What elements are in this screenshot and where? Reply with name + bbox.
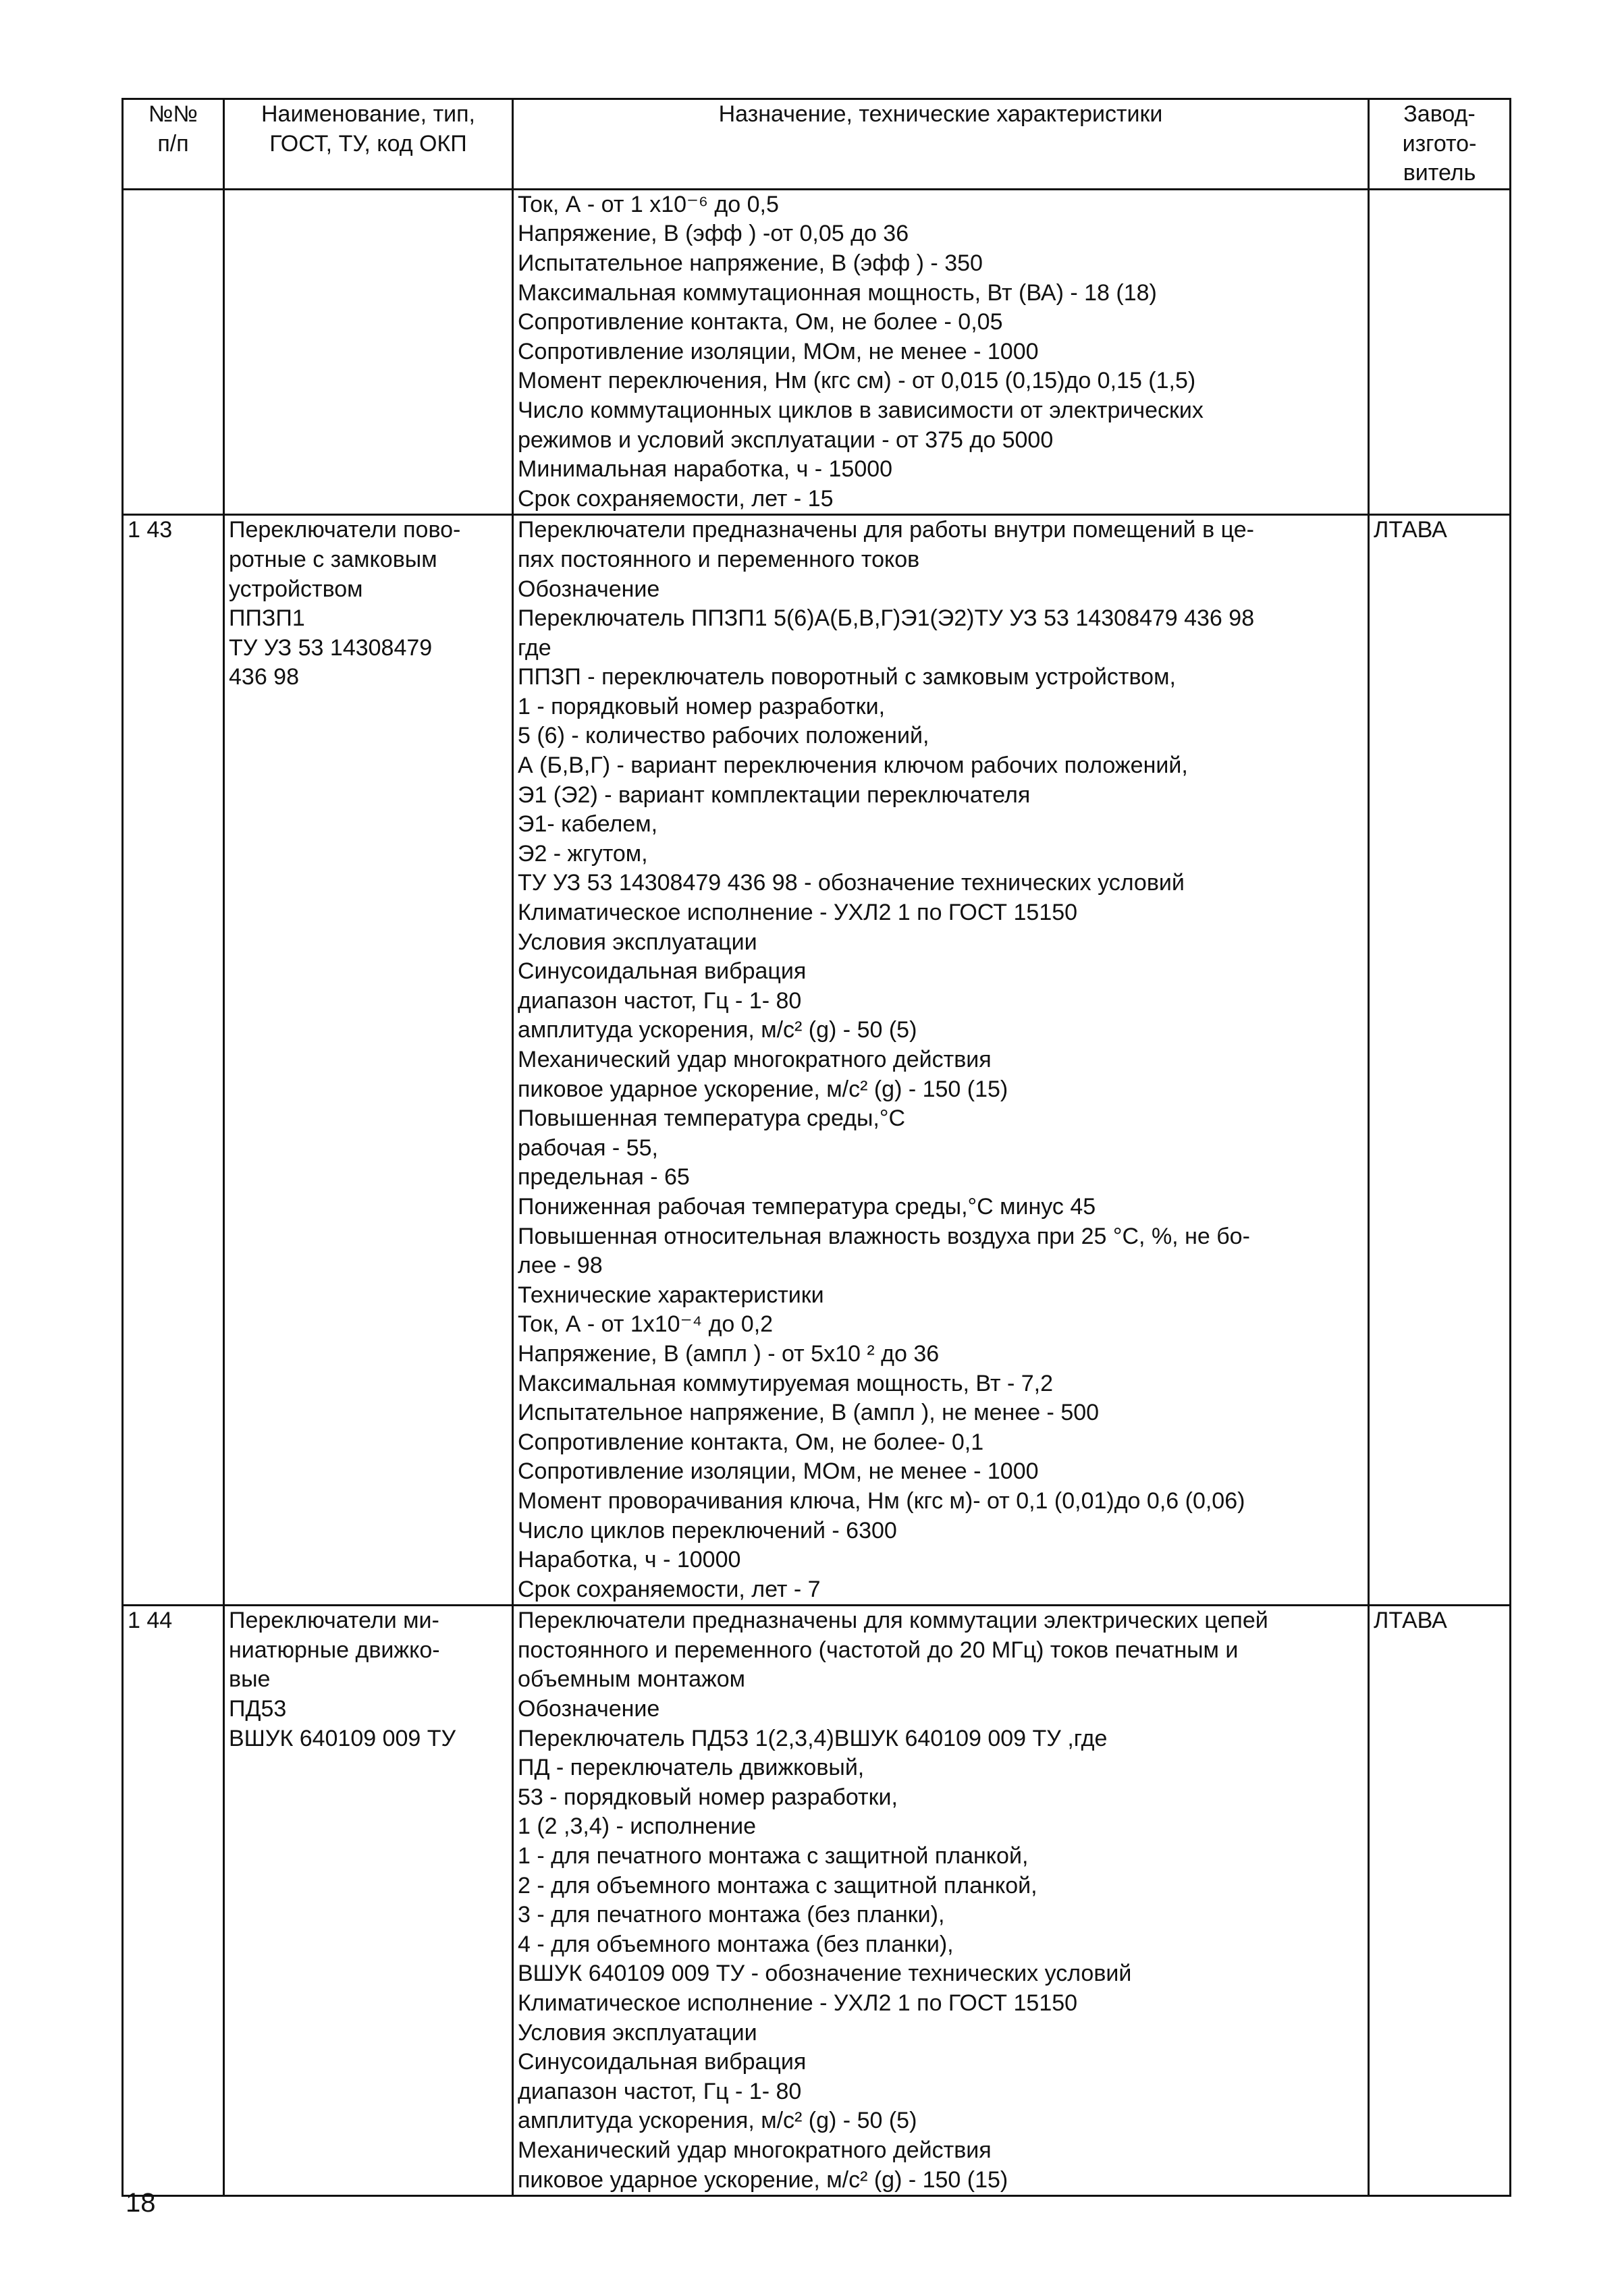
text-line: Момент переключения, Нм (кгс см) - от 0,015 (0,15)до 0,15 (1,5) [518,368,1196,394]
text-line: Сопротивление изоляции, МОм, не менее - 1000 [518,338,1039,364]
cell-purpose [513,189,1369,515]
text-line: вые [229,1666,271,1693]
header-text: №№ [148,101,198,127]
text-line: ниатюрные движко- [229,1637,440,1663]
header-text: ГОСТ, ТУ, код ОКП [269,130,467,157]
text-line: рабочая - 55, [518,1135,658,1161]
header-text: витель [1403,160,1476,186]
text-line: объемным монтажом [518,1666,746,1693]
cell-number [123,189,224,515]
text-line: Переключатели предназначены для работы внутри помещений в це- [518,517,1254,543]
text-line: 5 (6) - количество рабочих положений, [518,723,929,749]
text-line: Условия эксплуатации [518,2019,757,2046]
text-line: 2 - для объемного монтажа с защитной планкой, [518,1872,1037,1898]
text-line: Переключатели ми- [229,1608,439,1634]
text-line: ПД53 [229,1696,287,1722]
text-line: ВШУК 640109 009 ТУ - обозначение технических условий [518,1961,1132,1987]
text-line: ТУ УЗ 53 14308479 [229,634,433,661]
text-line: 1 - для печатного монтажа с защитной планкой, [518,1843,1029,1869]
text-line: Момент проворачивания ключа, Нм (кгс м)- от 0,1 (0,01)до 0,6 (0,06) [518,1487,1245,1514]
text-line: Наработка, ч - 10000 [518,1547,741,1573]
text-line: ротные с замковым [229,546,437,572]
table-row-continuation [123,189,1511,515]
text-line: Механический удар многократного действия [518,2137,992,2163]
page-number: 18 [126,2188,156,2218]
text-line: Э1 (Э2) - вариант комплектации переключателя [518,782,1031,808]
text-line: Максимальная коммутируемая мощность, Вт - 7,2 [518,1370,1054,1396]
spec-table [122,98,1511,2197]
text-line: 53 - порядковый номер разработки, [518,1784,898,1810]
text-line: Повышенная относительная влажность воздуха при 25 °С, %, не бо- [518,1223,1250,1249]
text-line: Э1- кабелем, [518,811,658,838]
text-line: пиковое ударное ускорение, м/с² (g) - 150 (15) [518,1076,1008,1102]
text-line: Климатическое исполнение - УХЛ2 1 по ГОСТ 15150 [518,1990,1078,2016]
text-line: 3 - для печатного монтажа (без планки), [518,1902,945,1928]
text-line: Минимальная наработка, ч - 15000 [518,456,893,483]
text-line: Сопротивление контакта, Ом, не более - 0,05 [518,309,1003,335]
cell-name [224,1606,513,2196]
manufacturer-name: ЛТАВА [1374,517,1447,543]
text-line: диапазон частот, Гц - 1- 80 [518,987,802,1014]
text-line: 1 - порядковый номер разработки, [518,693,886,719]
header-text: Назначение, технические характеристики [718,101,1163,127]
cell-manufacturer [1369,189,1511,515]
text-line: предельная - 65 [518,1164,690,1191]
text-line: амплитуда ускорения, м/с² (g) - 50 (5) [518,1017,917,1043]
manufacturer-name: ЛТАВА [1374,1608,1447,1634]
text-line: ППЗП - переключатель поворотный с замковым устройством, [518,664,1176,690]
text-line: ПД - переключатель движковый, [518,1755,865,1781]
header-name [224,99,513,190]
text-line: Повышенная температура среды,°С [518,1105,905,1132]
text-line: постоянного и переменного (частотой до 20 МГц) токов печатным и [518,1637,1239,1663]
text-line: Переключатель ППЗП1 5(6)А(Б,В,Г)Э1(Э2)ТУ УЗ 53 14308479 436 98 [518,605,1255,632]
row-number: 1 43 [128,517,173,543]
text-line: Сопротивление контакта, Ом, не более- 0,1 [518,1429,984,1455]
table-header-row [123,99,1511,190]
text-line: Климатическое исполнение - УХЛ2 1 по ГОСТ 15150 [518,900,1078,926]
text-line: Срок сохраняемости, лет - 15 [518,485,834,512]
header-manufacturer [1369,99,1511,190]
cell-name [224,515,513,1606]
text-line: Максимальная коммутационная мощность, Вт (ВА) - 18 (18) [518,279,1157,306]
text-line: Пониженная рабочая температура среды,°С минус 45 [518,1193,1096,1220]
text-line: лее - 98 [518,1253,603,1279]
text-line: Испытательное напряжение, В (ампл ), не менее - 500 [518,1400,1100,1426]
text-line: Переключатель ПД53 1(2,3,4)ВШУК 640109 009 ТУ ,где [518,1725,1108,1751]
cell-number [123,1606,224,2196]
text-line: пях постоянного и переменного токов [518,546,920,572]
header-text: Наименование, тип, [261,101,475,127]
text-line: Обозначение [518,1696,660,1722]
text-line: Число циклов переключений - 6300 [518,1517,897,1543]
table-row-1-43 [123,515,1511,1606]
text-line: ТУ УЗ 53 14308479 436 98 - обозначение технических условий [518,870,1185,896]
text-line: где [518,634,551,661]
header-text: Завод- [1403,101,1476,127]
cell-manufacturer [1369,1606,1511,2196]
text-line: Число коммутационных циклов в зависимости от электрических [518,397,1204,423]
text-line: 4 - для объемного монтажа (без планки), [518,1931,954,1957]
text-line: Испытательное напряжение, В (эфф ) - 350 [518,250,983,276]
text-line: устройством [229,576,363,602]
text-line: Механический удар многократного действия [518,1047,992,1072]
text-line: 1 (2 ,3,4) - исполнение [518,1813,757,1840]
text-line: Э2 - жгутом, [518,840,648,867]
text-line: Синусоидальная вибрация [518,2049,807,2075]
text-line: Переключатели предназначены для коммутации электрических цепей [518,1608,1268,1634]
text-line: Сопротивление изоляции, МОм, не менее - 1000 [518,1458,1039,1485]
text-line: Ток, А - от 1х10⁻⁴ до 0,2 [518,1311,774,1338]
text-line: ППЗП1 [229,605,305,632]
text-line: Напряжение, В (ампл ) - от 5х10 ² до 36 [518,1340,940,1367]
row-number: 1 44 [128,1608,173,1634]
text-line: пиковое ударное ускорение, м/с² (g) - 150 (15) [518,2166,1008,2193]
cell-number [123,515,224,1606]
text-line: А (Б,В,Г) - вариант переключения ключом рабочих положений, [518,753,1188,779]
cell-purpose [513,1606,1369,2196]
cell-purpose [513,515,1369,1606]
text-line: Условия эксплуатации [518,929,757,955]
header-text: изгото- [1402,130,1477,157]
text-line: Обозначение [518,576,660,602]
header-text: п/п [157,130,189,157]
text-line: Ток, А - от 1 х10⁻⁶ до 0,5 [518,191,779,217]
text-line: диапазон частот, Гц - 1- 80 [518,2078,802,2104]
header-number [123,99,224,190]
text-line: 436 98 [229,664,299,690]
text-line: Срок сохраняемости, лет - 7 [518,1576,821,1602]
table-row-1-44 [123,1606,1511,2196]
text-line: Напряжение, В (эфф ) -от 0,05 до 36 [518,221,909,247]
text-line: Синусоидальная вибрация [518,958,807,985]
header-purpose [513,99,1369,190]
text-line: режимов и условий эксплуатации - от 375 до 5000 [518,427,1054,453]
text-line: ВШУК 640109 009 ТУ [229,1725,456,1751]
text-line: амплитуда ускорения, м/с² (g) - 50 (5) [518,2108,917,2134]
text-line: Переключатели пово- [229,517,461,543]
cell-manufacturer [1369,515,1511,1606]
text-line: Технические характеристики [518,1282,824,1308]
cell-name [224,189,513,515]
